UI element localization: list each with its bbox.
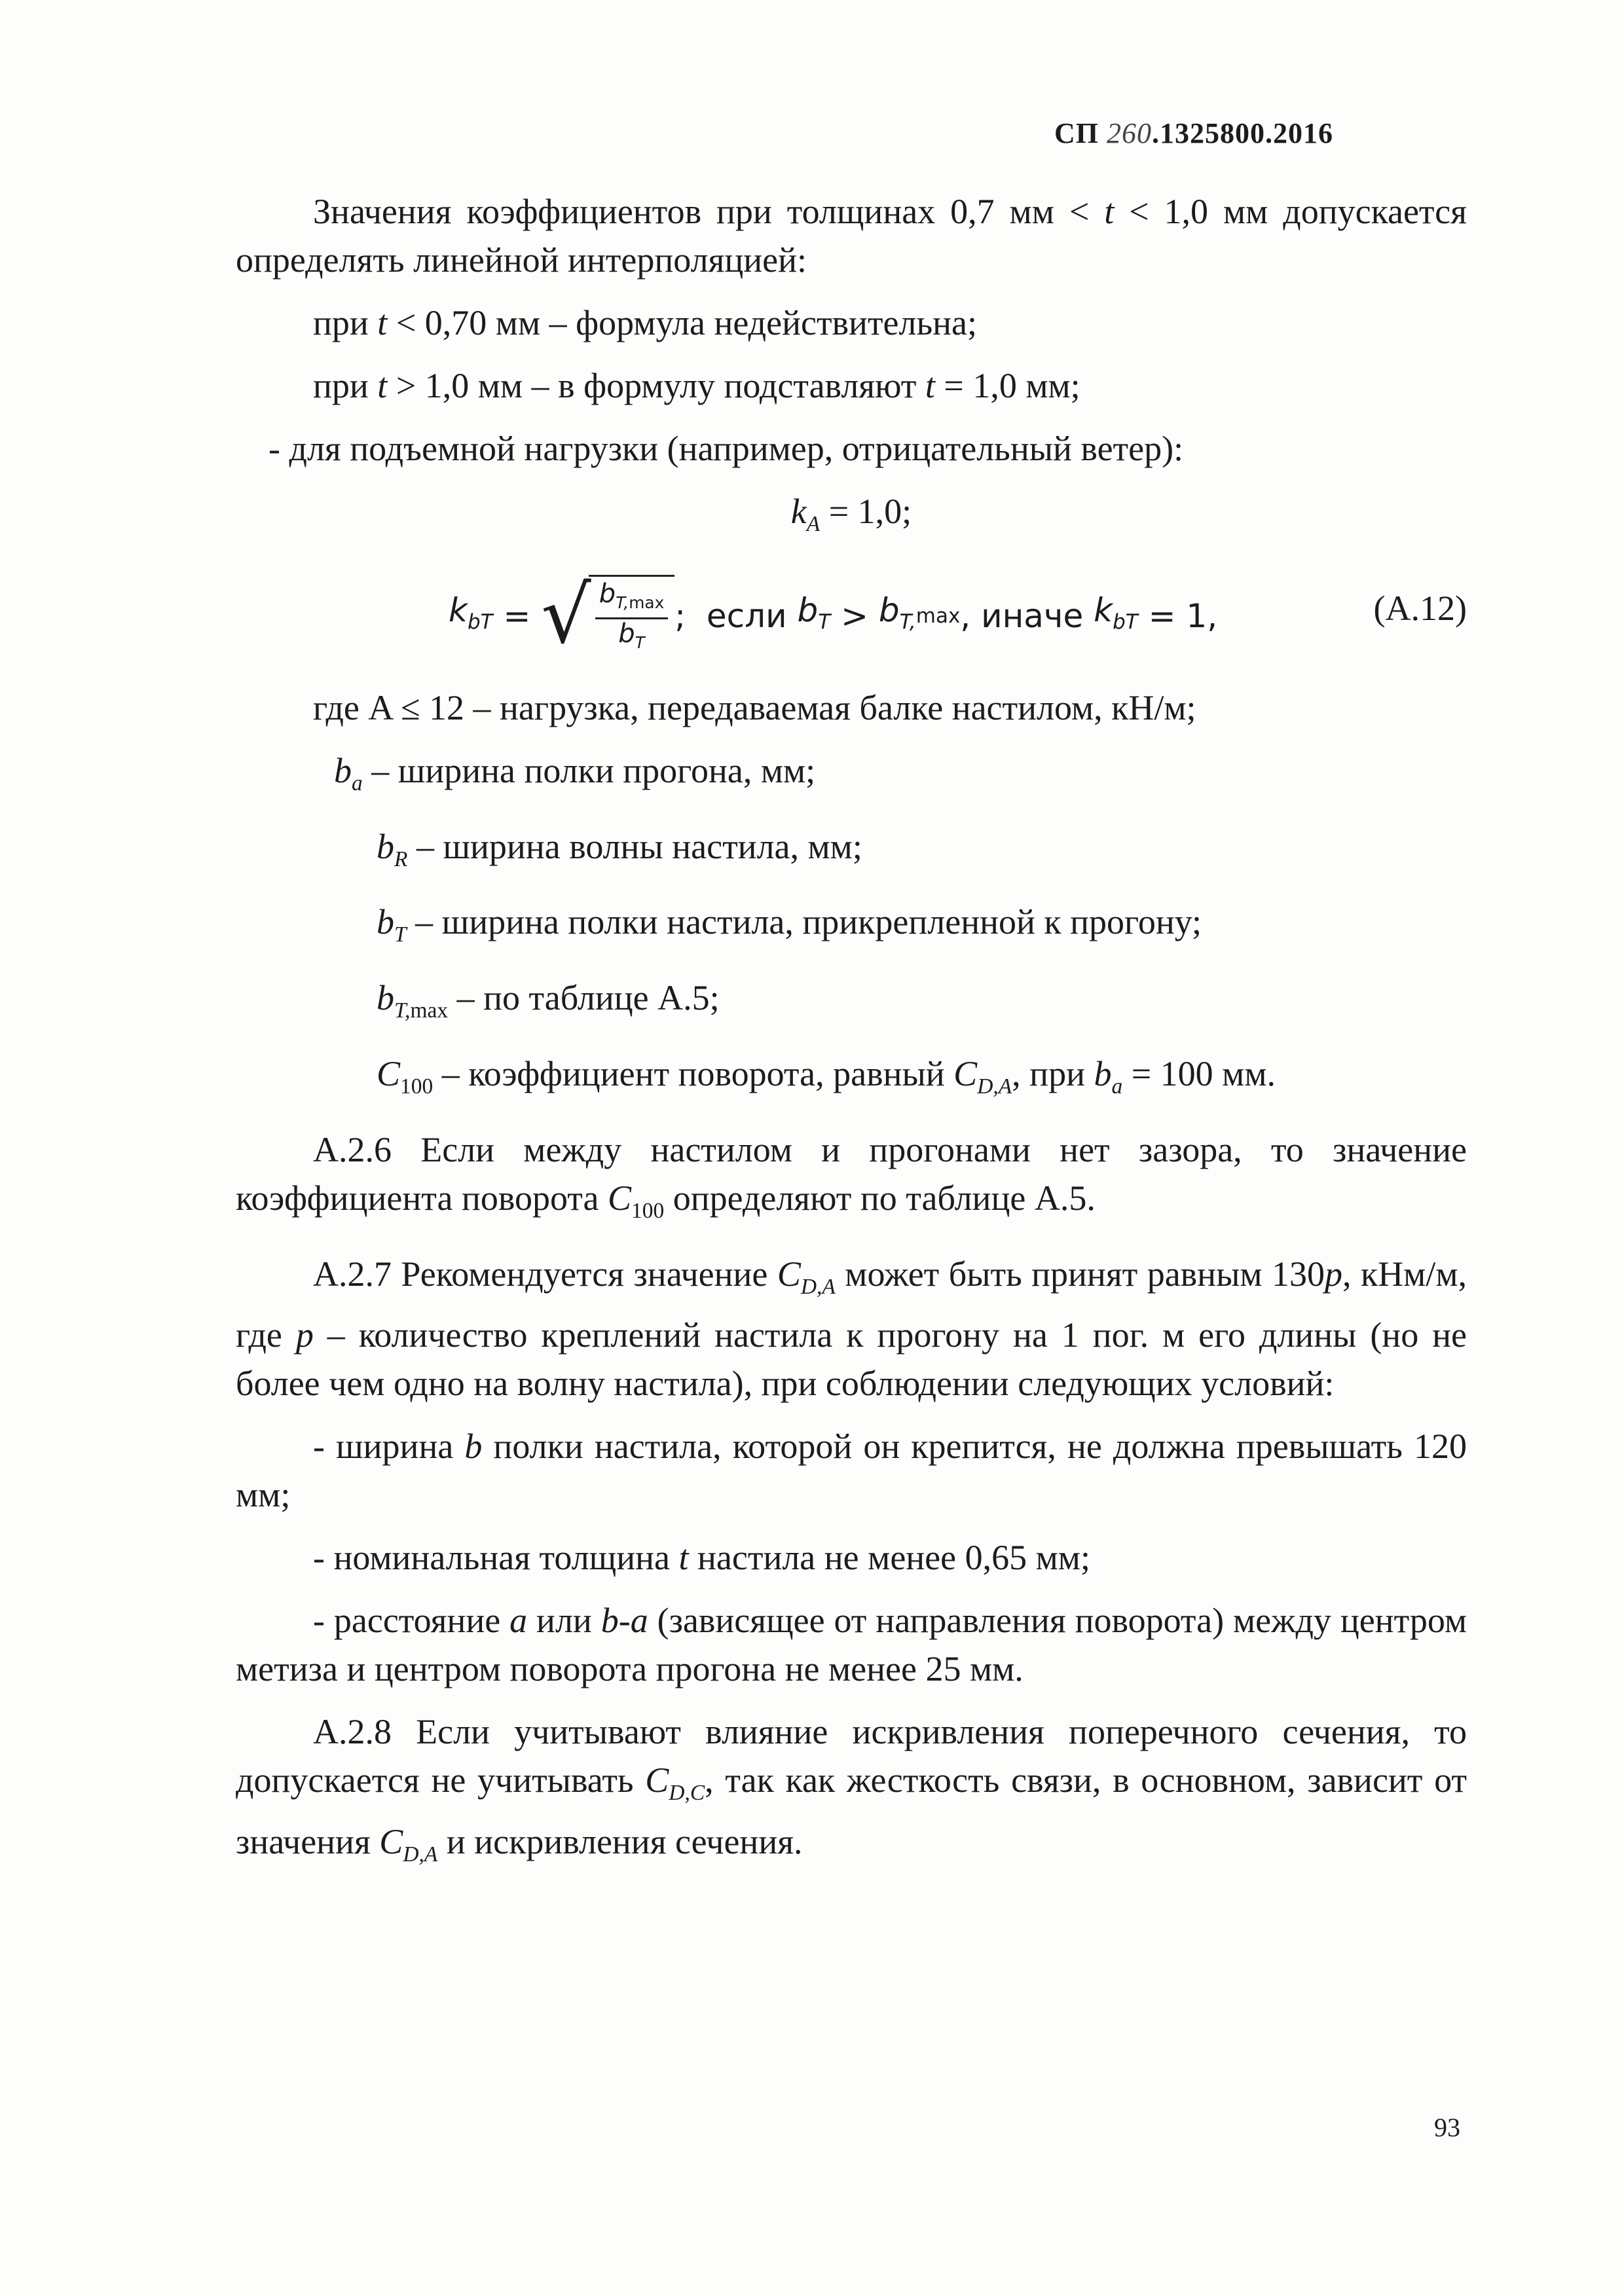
condition-width: - ширина b полки настила, которой он крепится, не должна превышать 120 мм; — [236, 1427, 1467, 1515]
where-C100: $C_{100}$ – коэффициент поворота, равный $C_{D,A}$, при $b_a = 100$ мм. — [377, 1053, 1276, 1099]
condition-distance: - расстояние a или b-a (зависящее от направления поворота) между центром метиза и центром поворота прогона не менее 25 мм. — [236, 1601, 1467, 1689]
formula-kA: $k_A = 1,0$; — [790, 492, 912, 536]
paragraph-a26: А.2.6 Если между настилом и прогонами нет зазора, то значение коэффициента поворота $C_{100}$ определяют по таблице А.5. — [236, 1129, 1467, 1223]
page-header — [1054, 117, 1454, 150]
header-prefix: СП — [1054, 117, 1099, 149]
paragraph-a27: А.2.7 Рекомендуется значение $C_{D,A}$ может быть принят равным 130p, кНм/м, где p – количество креплений настила к прогону на 1 пог. м его длины (но не более чем одно на волну настила), при соблюдении следующих условий: — [236, 1254, 1467, 1404]
body-text — [236, 187, 1467, 1879]
page-number: 93 — [1434, 2113, 1460, 2142]
paragraph-t-less: при t < 0,70 мм – формула недействительна; — [313, 303, 977, 342]
condition-thickness: - номинальная толщина t настила не менее 0,65 мм; — [313, 1538, 1090, 1578]
header-handwritten-number: 260 — [1107, 117, 1152, 149]
where-bT: $b_T$ – ширина полки настила, прикрепленной к прогону; — [377, 902, 1202, 947]
where-bR: $b_R$ – ширина волны настила, мм; — [377, 826, 862, 871]
header-suffix: .1325800.2016 — [1152, 117, 1333, 149]
where-A: где A ≤ 12 – нагрузка, передаваемая балке настилом, кН/м; — [313, 687, 1196, 727]
formula-a12 — [236, 558, 1467, 669]
where-ba: $b_a$ – ширина полки прогона, мм; — [334, 750, 816, 795]
sqrt-symbol: √ $\frac{b_{T,max}}{b_T}$ — [541, 575, 674, 657]
formula-number: (А.12) — [1373, 588, 1467, 628]
paragraph-a28: А.2.8 Если учитывают влияние искривления поперечного сечения, то допускается не учитывать $C_{D,C}$, так как жесткость связи, в основном, зависит от значения $C_{D,A}$ и искривления сечения. — [236, 1712, 1467, 1867]
where-bTmax: $b_{T,max}$ – по таблице А.5; — [377, 978, 720, 1023]
paragraph-interpolation: Значения коэффициентов при толщинах 0,7 мм < t < 1,0 мм допускается определять линейной интерполяцией: — [236, 192, 1467, 280]
paragraph-uplift-load: - для подъемной нагрузки (например, отрицательный ветер): — [268, 429, 1184, 468]
formula-a12-expression: $k_{bT}$ = √ $\frac{b_{T,max}}{b_T}$ ; если $b_T$ > $b_{T,}$ max , иначе $k_{bT}$ = 1, — [449, 570, 1218, 661]
paragraph-t-greater: при t > 1,0 мм – в формулу подставляют t = 1,0 мм; — [313, 366, 1080, 405]
